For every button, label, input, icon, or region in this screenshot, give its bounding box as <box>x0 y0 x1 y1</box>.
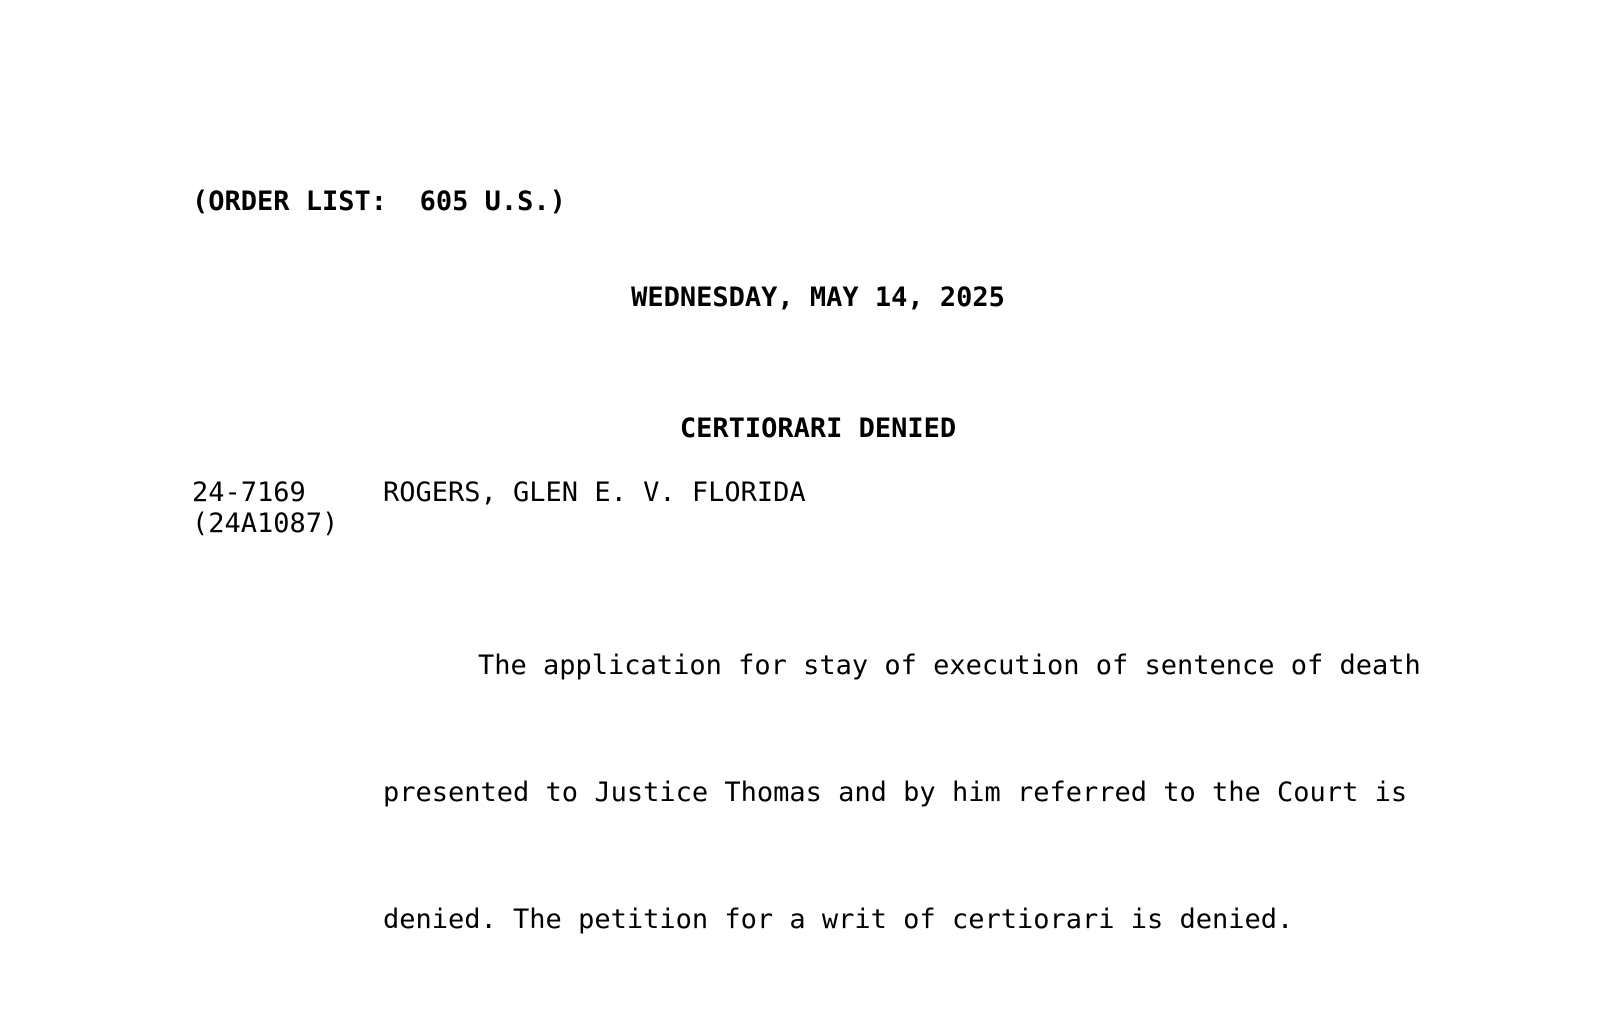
order-text <box>383 570 1463 1015</box>
application-number: (24A1087) <box>192 508 339 539</box>
order-text-line: The application for stay of execution of sentence of death <box>478 650 1421 681</box>
order-list-title: (ORDER LIST: 605 U.S.) <box>192 186 566 217</box>
docket-number: 24-7169 <box>192 477 306 508</box>
case-caption: ROGERS, GLEN E. V. FLORIDA <box>383 477 806 508</box>
order-text-line: denied. The petition for a writ of certiorari is denied. <box>383 904 1294 935</box>
order-date-heading: WEDNESDAY, MAY 14, 2025 <box>631 282 1005 313</box>
order-text-line: presented to Justice Thomas and by him referred to the Court is <box>383 777 1408 808</box>
section-heading: CERTIORARI DENIED <box>679 413 957 444</box>
